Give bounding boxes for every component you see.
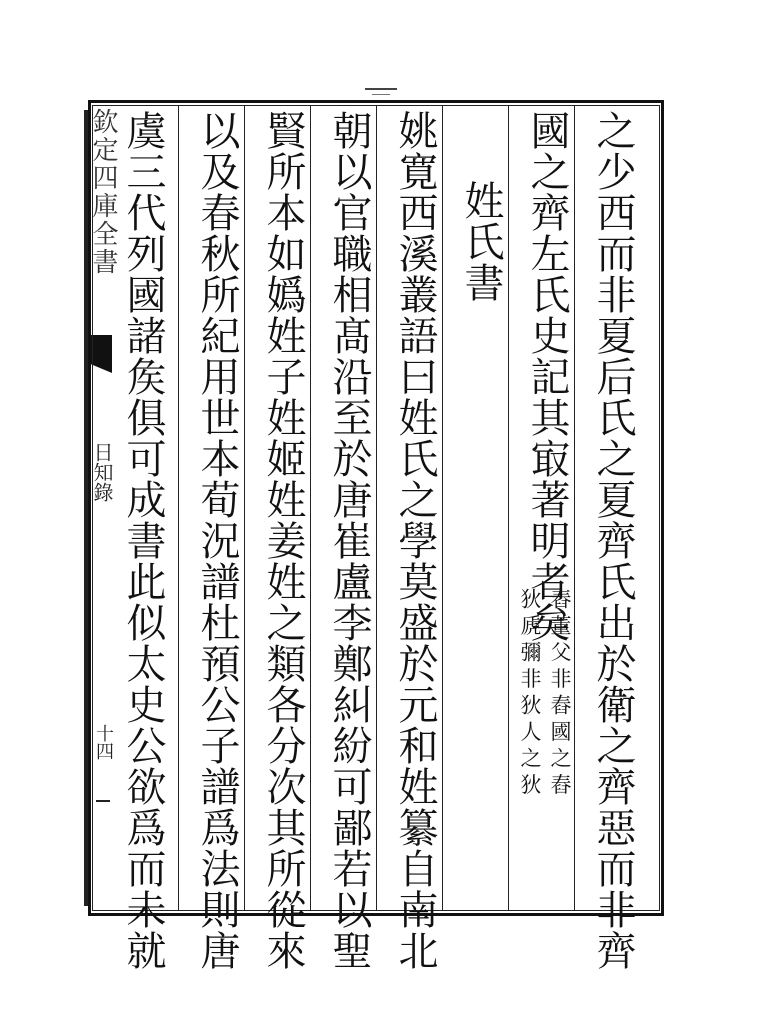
column-divider xyxy=(574,105,575,911)
column-divider xyxy=(310,105,311,911)
text-column-7: 以及春秋所紀用世本荀況譜杜預公子譜爲法則唐 xyxy=(194,110,240,971)
column-divider xyxy=(442,105,443,911)
text-column-2: 國之齊左氏史記其㝡著明者矣 xyxy=(524,110,570,643)
margin-page-number: 十四 xyxy=(93,724,114,760)
text-column-4: 姚寛西溪叢語曰姓氏之學莫盛於元和姓纂自南北 xyxy=(392,110,438,971)
text-column-1: 之少西而非夏后氏之夏齊氏出於衛之齊惡而非齊 xyxy=(590,110,636,971)
text-column-8: 虞三代列國諸矦俱可成書此似太史公欲爲而未就 xyxy=(120,110,166,971)
margin-book-title: 欽定四庫全書 xyxy=(88,108,118,276)
top-ornament xyxy=(365,88,397,90)
text-column-5: 朝以官職相髙沿至於唐崔盧李鄭糾紛可鄙若以聖 xyxy=(326,110,372,971)
annotation-note-left: 狄虒彌非狄人之狄 xyxy=(518,588,542,800)
top-ornament-small xyxy=(372,94,390,95)
section-heading: 姓氏書 xyxy=(458,180,504,303)
annotation-note-right: 舂董父非舂國之舂 xyxy=(548,588,572,800)
column-divider xyxy=(244,105,245,911)
column-divider xyxy=(376,105,377,911)
text-column-6: 賢所本如嬀姓子姓姬姓姜姓之類各分次其所從來 xyxy=(260,110,306,971)
page-margin xyxy=(0,100,88,916)
margin-book-name: 日知錄 xyxy=(90,442,114,502)
column-divider xyxy=(178,105,179,911)
column-divider xyxy=(508,105,509,911)
